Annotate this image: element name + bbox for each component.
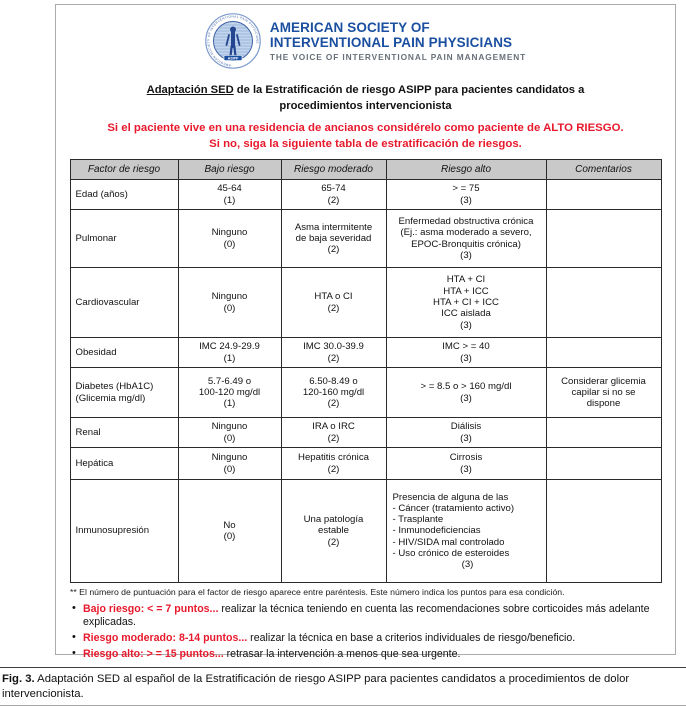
cell-factor: Inmunosupresión	[70, 480, 178, 583]
cell-comentarios	[546, 418, 661, 448]
cell-moderado: Una patología estable (2)	[281, 480, 386, 583]
logo-wordmark	[270, 20, 526, 62]
column-header-factor: Factor de riesgo	[70, 160, 178, 180]
warning-line2: Si no, siga la siguiente tabla de estratificación de riesgos.	[209, 137, 522, 150]
cell-bajo: No (0)	[178, 480, 281, 583]
table-row	[70, 338, 661, 368]
cell-factor: Obesidad	[70, 338, 178, 368]
cell-alto: Enfermedad obstructiva crónica (Ej.: asma moderado a severo, EPOC-Bronquitis crónica) (3)	[386, 210, 546, 268]
cell-moderado: IRA o IRC (2)	[281, 418, 386, 448]
cell-factor: Diabetes (HbA1C) (Glicemia mg/dl)	[70, 368, 178, 418]
cell-bajo: IMC 24.9-29.9 (1)	[178, 338, 281, 368]
org-name-line1: AMERICAN SOCIETY OF	[269, 19, 430, 35]
column-header-riesgo-alto: Riesgo alto	[386, 160, 546, 180]
cell-comentarios	[546, 338, 661, 368]
table-row	[70, 180, 661, 210]
legend-lead-alto: Riesgo alto: > = 15 puntos...	[83, 647, 224, 660]
legend-lead-moderado: Riesgo moderado: 8-14 puntos...	[83, 631, 248, 644]
legend-item-alto	[70, 648, 665, 661]
table-row	[70, 368, 661, 418]
legend-text-moderado: realizar la técnica en base a criterios individuales de riesgo/beneficio.	[247, 631, 576, 644]
caption-text: Adaptación SED al español de la Estratificación de riesgo ASIPP para pacientes candidatos a procedimientos de dolor intervencionista.	[2, 673, 630, 700]
title-underlined-part: Adaptación SED	[146, 84, 234, 96]
cell-bajo: Ninguno (0)	[178, 448, 281, 480]
warning-line1: Si el paciente vive en una residencia de ancianos considérelo como paciente de ALTO RIESGO.	[107, 122, 624, 135]
cell-factor: Pulmonar	[70, 210, 178, 268]
cell-alto: Cirrosis (3)	[386, 448, 546, 480]
cell-alto: HTA + CI HTA + ICC HTA + CI + ICC ICC aislada (3)	[386, 268, 546, 338]
cell-bajo: 45-64 (1)	[178, 180, 281, 210]
caption-label: Fig. 3.	[2, 673, 35, 685]
legend-lead-bajo: Bajo riesgo: < = 7 puntos...	[83, 603, 219, 616]
risk-level-legend	[70, 603, 665, 661]
cell-moderado: Hepatitis crónica (2)	[281, 448, 386, 480]
cell-alto: > = 75 (3)	[386, 180, 546, 210]
legend-item-bajo	[70, 603, 665, 629]
asipp-logo	[56, 12, 675, 70]
cell-comentarios	[546, 268, 661, 338]
cell-comentarios	[546, 480, 661, 583]
cell-moderado: 6.50-8.49 o 120-160 mg/dl (2)	[281, 368, 386, 418]
cell-alto: Presencia de alguna de las - Cáncer (tratamiento activo) - Trasplante - Inmunodeficiencias - HIV/SIDA mal controlado - Uso crónico de esteroides (3)	[386, 480, 546, 583]
table-row	[70, 418, 661, 448]
cell-moderado: HTA o CI (2)	[281, 268, 386, 338]
cell-comentarios	[546, 180, 661, 210]
legend-item-moderado	[70, 632, 665, 645]
risk-stratification-table	[70, 159, 662, 583]
cell-bajo: Ninguno (0)	[178, 418, 281, 448]
asipp-seal-icon	[205, 13, 261, 69]
figure-title	[104, 83, 627, 114]
cell-alto: Diálisis (3)	[386, 418, 546, 448]
cell-alto: > = 8.5 o > 160 mg/dl (3)	[386, 368, 546, 418]
cell-moderado: Asma intermitente de baja severidad (2)	[281, 210, 386, 268]
table-row	[70, 210, 661, 268]
table-row	[70, 268, 661, 338]
figure-caption	[2, 672, 682, 702]
cell-factor: Edad (años)	[70, 180, 178, 210]
table-footnote: ** El número de puntuación para el factor de riesgo aparece entre paréntesis. Este número indica los puntos para esa condición.	[70, 587, 565, 598]
seal-banner-text: ASIPP	[227, 56, 239, 61]
cell-bajo: Ninguno (0)	[178, 268, 281, 338]
cell-bajo: Ninguno (0)	[178, 210, 281, 268]
org-name-line2: INTERVENTIONAL PAIN PHYSICIANS	[269, 35, 513, 50]
cell-moderado: 65-74 (2)	[281, 180, 386, 210]
table-row	[70, 480, 661, 583]
cell-comentarios: Considerar glicemia capilar si no se dispone	[546, 368, 661, 418]
figure-box	[55, 4, 676, 660]
legend-text-alto: retrasar la intervención a menos que sea urgente.	[223, 647, 461, 660]
column-header-riesgo-moderado: Riesgo moderado	[281, 160, 386, 180]
cell-factor: Hepática	[70, 448, 178, 480]
cell-bajo: 5.7-6.49 o 100-120 mg/dl (1)	[178, 368, 281, 418]
table-row	[70, 448, 661, 480]
cell-factor: Renal	[70, 418, 178, 448]
cell-alto: IMC > = 40 (3)	[386, 338, 546, 368]
high-risk-warning	[66, 121, 665, 152]
logo-tagline: THE VOICE OF INTERVENTIONAL PAIN MANAGEMENT	[269, 52, 527, 63]
cell-comentarios	[546, 210, 661, 268]
table-header-row	[70, 160, 661, 180]
cell-factor: Cardiovascular	[70, 268, 178, 338]
cell-moderado: IMC 30.0-39.9 (2)	[281, 338, 386, 368]
column-header-bajo-riesgo: Bajo riesgo	[178, 160, 281, 180]
cell-comentarios	[546, 448, 661, 480]
caption-divider	[0, 667, 686, 668]
column-header-comentarios: Comentarios	[546, 160, 661, 180]
title-rest: de la Estratificación de riesgo ASIPP para pacientes candidatos a procedimientos intervencionista	[233, 84, 585, 112]
legend-text-bajo: realizar la técnica teniendo en cuenta las recomendaciones sobre corticoides más adelante explicadas.	[83, 603, 650, 629]
seal-ring-text: AMERICAN SOCIETY OF INTERVENTIONAL PAIN PHYSICIANS	[206, 14, 260, 68]
